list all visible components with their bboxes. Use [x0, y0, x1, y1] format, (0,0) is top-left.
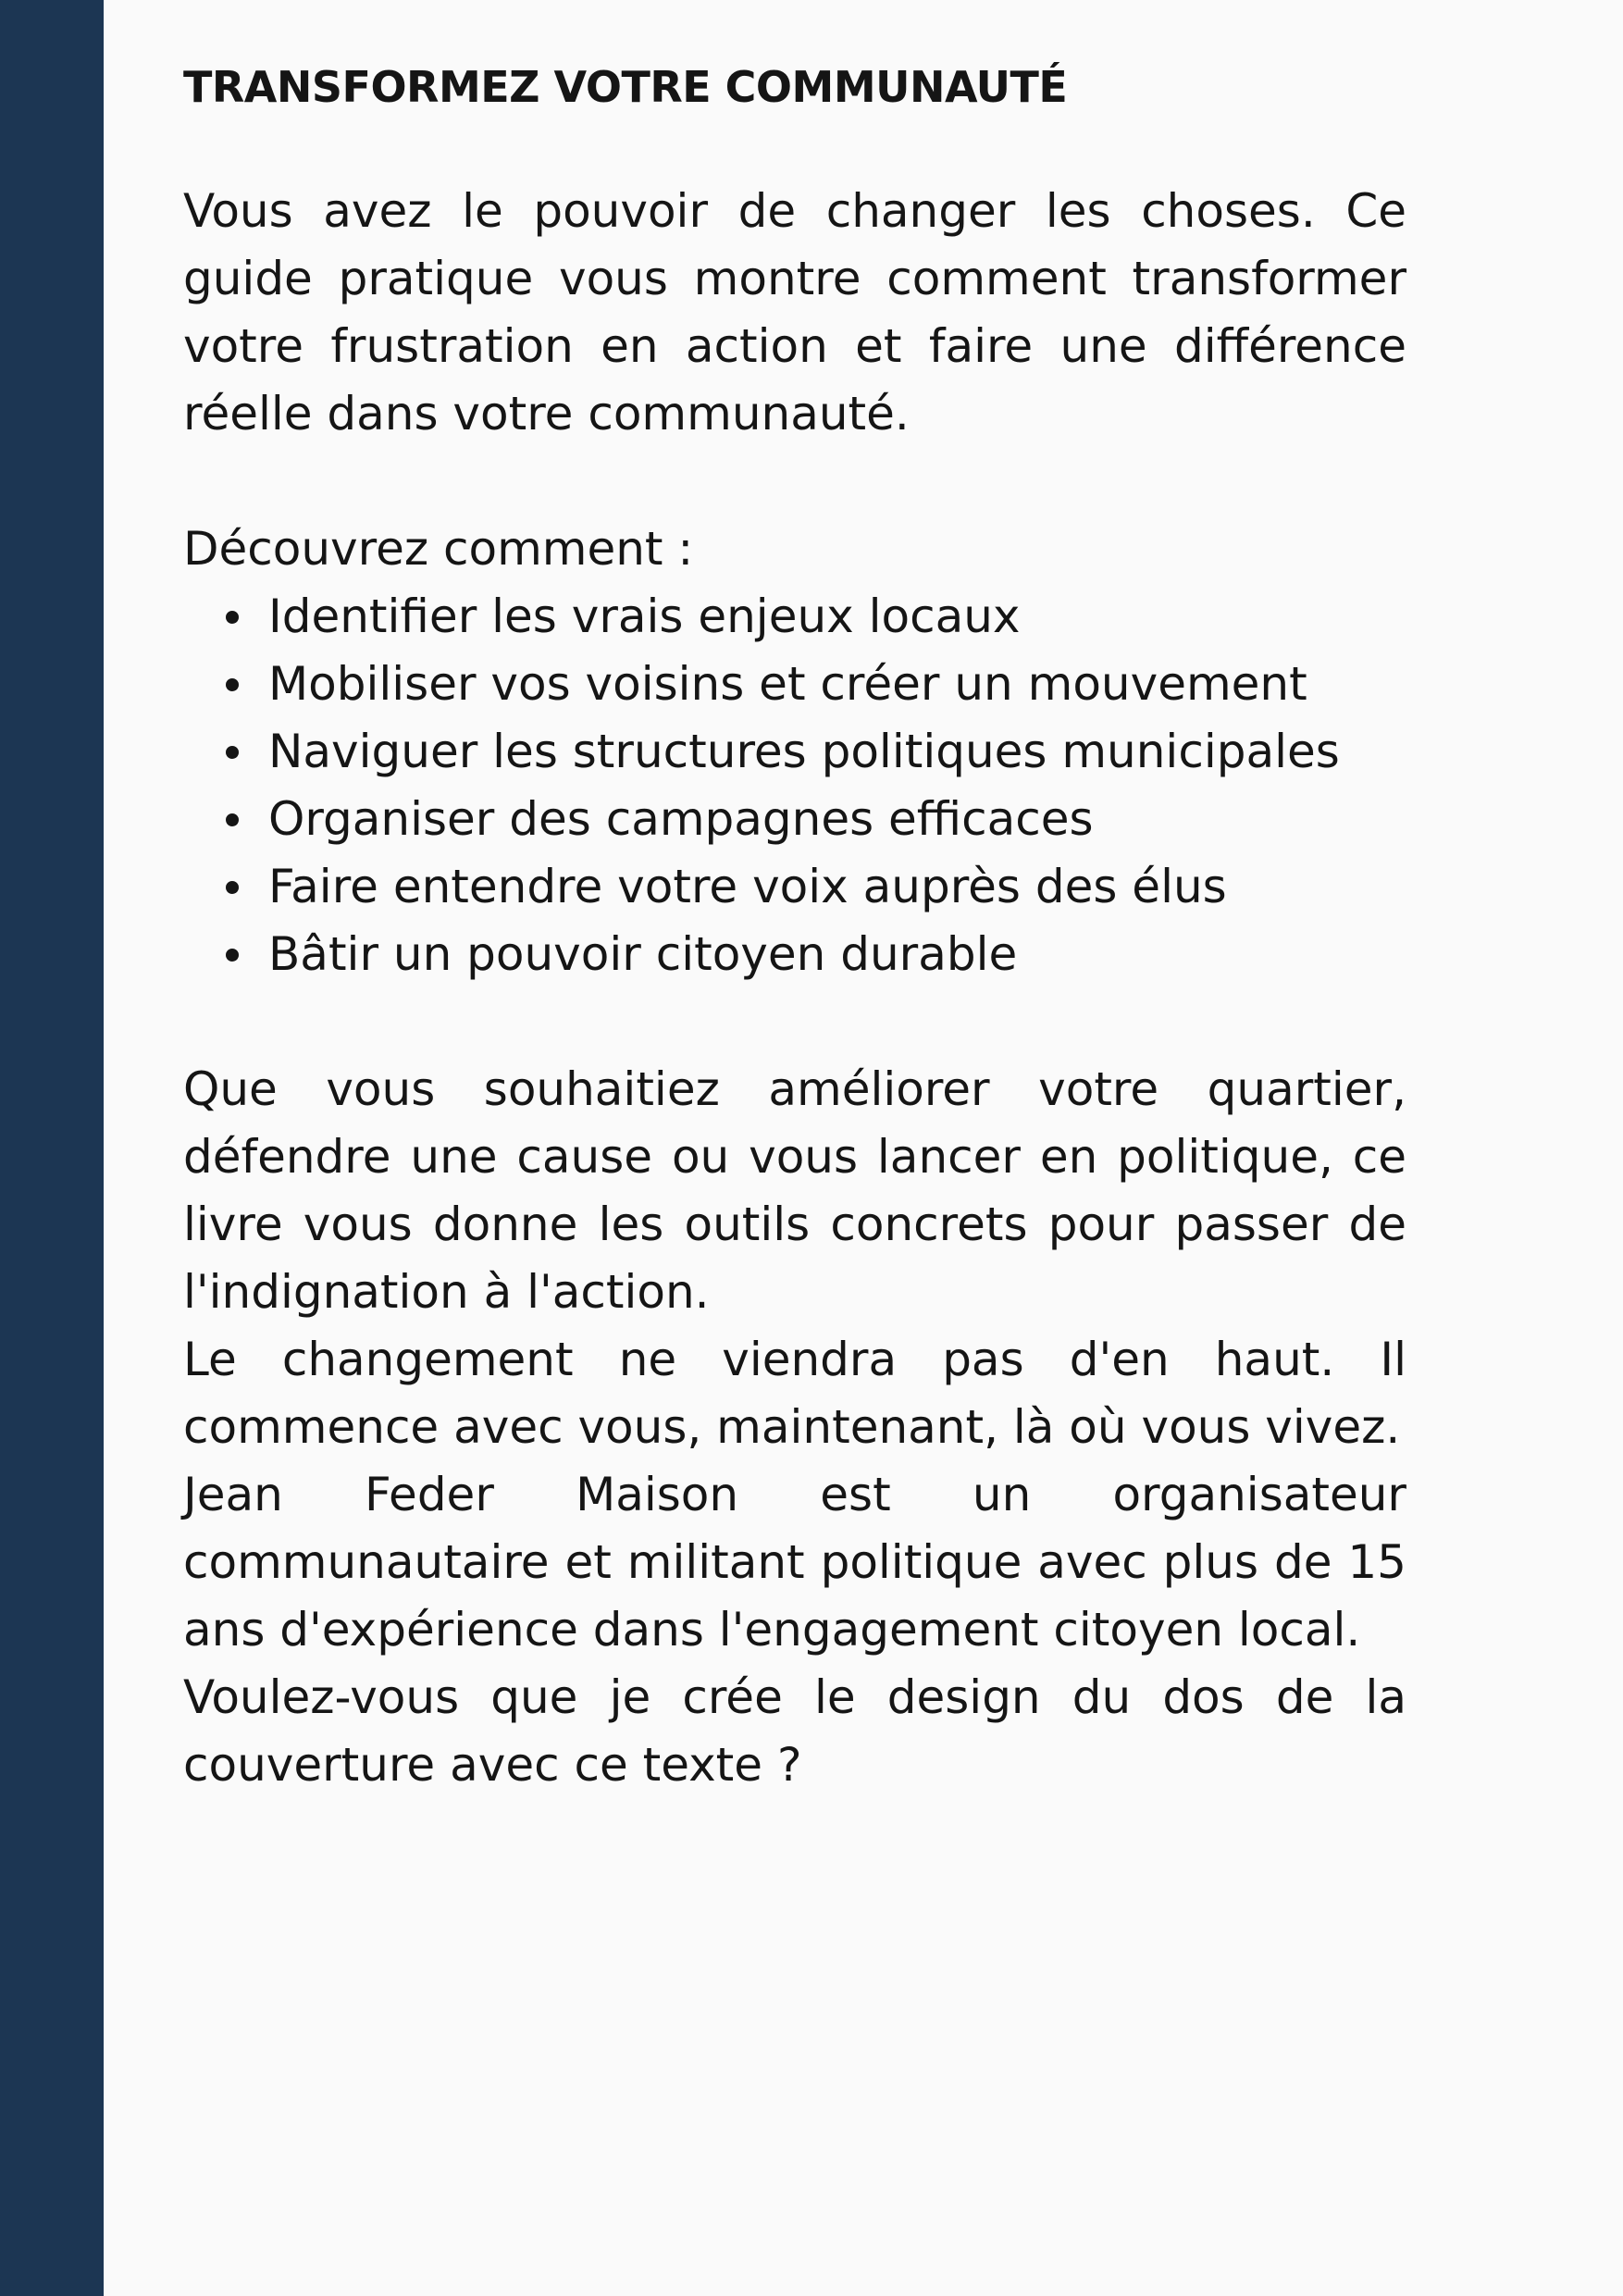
goal-paragraph: Que vous souhaitiez améliorer votre quartier, défendre une cause ou vous lancer en politique, ce livre vous donne les outils concrets pour passer de l'indignation à l'action. [183, 1062, 1406, 1319]
list-item-text: Naviguer les structures politiques municipales [268, 725, 1340, 778]
change-paragraph: Le changement ne viendra pas d'en haut. Il commence avec vous, maintenant, là où vous vivez. [183, 1333, 1406, 1454]
left-color-band [0, 0, 104, 2296]
list-item [183, 786, 1406, 853]
bullet-icon [226, 881, 239, 894]
bullet-icon [226, 949, 239, 962]
spacer [183, 988, 1406, 1056]
bullet-icon [226, 746, 239, 759]
list-item [183, 583, 1406, 651]
back-cover-text [183, 61, 1406, 1799]
question-paragraph: Voulez-vous que je crée le design du dos de la couverture avec ce texte ? [183, 1670, 1406, 1792]
bullet-icon [226, 678, 239, 691]
list-item-text: Faire entendre votre voix auprès des élus [268, 860, 1227, 913]
page-title: TRANSFORMEZ VOTRE COMMUNAUTÉ [183, 62, 1068, 112]
bullet-icon [226, 813, 239, 826]
author-paragraph: Jean Feder Maison est un organisateur communautaire et militant politique avec plus de 15 ans d'expérience dans l'engagement citoyen local. [183, 1468, 1406, 1657]
list-item [183, 921, 1406, 988]
list-item-text: Organiser des campagnes efficaces [268, 792, 1094, 846]
list-item [183, 718, 1406, 786]
feature-list [183, 583, 1406, 988]
spacer [183, 448, 1406, 515]
list-item-text: Mobiliser vos voisins et créer un mouvement [268, 657, 1307, 711]
list-item-text: Identifier les vrais enjeux locaux [268, 590, 1021, 643]
discover-heading: Découvrez comment : [183, 522, 694, 576]
list-item-text: Bâtir un pouvoir citoyen durable [268, 927, 1018, 981]
list-item [183, 651, 1406, 718]
list-item [183, 853, 1406, 921]
bullet-icon [226, 611, 239, 624]
intro-paragraph: Vous avez le pouvoir de changer les choses. Ce guide pratique vous montre comment transformer votre frustration en action et faire une différence réelle dans votre communauté. [183, 184, 1406, 441]
